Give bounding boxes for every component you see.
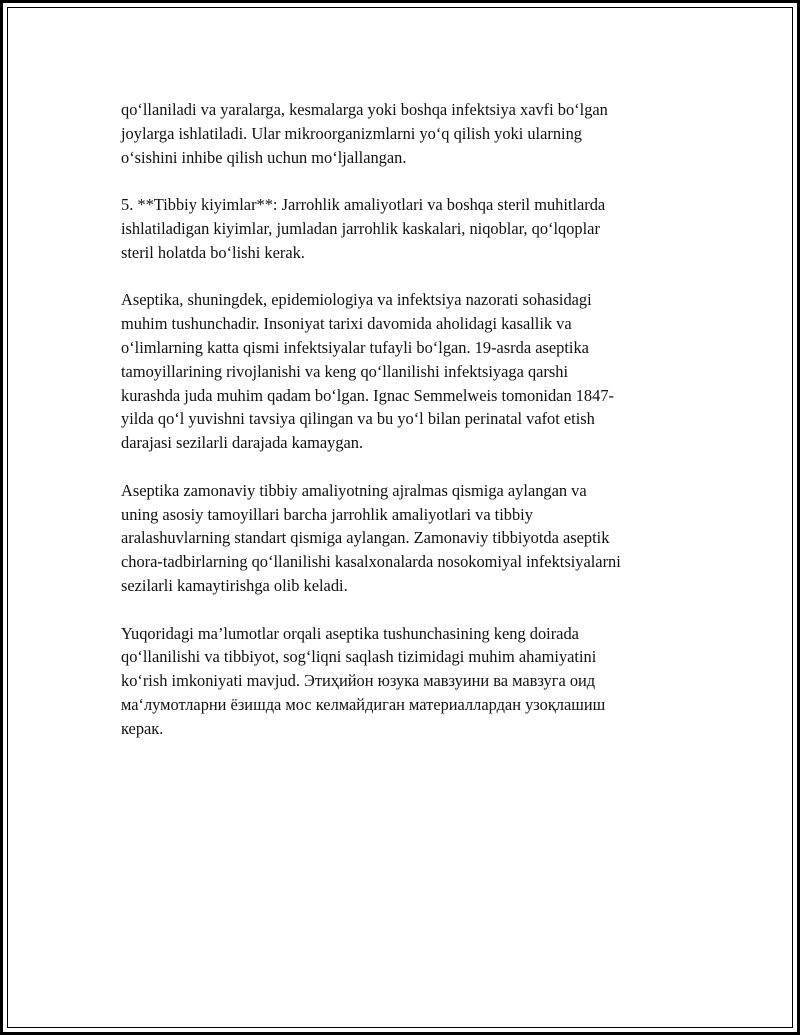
document-body <box>121 98 681 764</box>
paragraph-medical-clothing <box>121 193 681 264</box>
text-line: steril holatda bo‘lishi kerak. <box>121 242 305 262</box>
text-line: sezilarli kamaytirishga olib keladi. <box>121 575 348 595</box>
text-line: kurashda juda muhim qadam bo‘lgan. Ignac Semmelweis tomonidan 1847- <box>121 385 614 405</box>
text-line: керак. <box>121 718 164 738</box>
text-line: yilda qo‘l yuvishni tavsiya qilingan va bu yo‘l bilan perinatal vafot etish <box>121 409 595 429</box>
paragraph-epidemiology <box>121 288 681 455</box>
text-line: 5. **Tibbiy kiyimlar**: Jarrohlik amaliyotlari va boshqa steril muhitlarda <box>121 195 606 215</box>
paragraph-modern-practice <box>121 479 681 598</box>
text-line: aralashuvlarning standart qismiga aylangan. Zamonaviy tibbiyotda aseptik <box>121 528 610 548</box>
paragraph-antiseptics <box>121 98 681 169</box>
text-line: muhim tushunchadir. Insoniyat tarixi davomida aholidagi kasallik va <box>121 314 572 334</box>
paragraph-conclusion <box>121 622 681 741</box>
text-line: o‘limlarning katta qismi infektsiyalar tufayli bo‘lgan. 19-asrda aseptika <box>121 337 589 357</box>
text-line: ма‘лумотларни ёзишда мос келмайдиган материаллардан узоқлашиш <box>121 694 606 714</box>
text-line: qo‘llanilishi va tibbiyot, sog‘liqni saqlash tizimidagi muhim ahamiyatini <box>121 647 597 667</box>
text-line: chora-tadbirlarning qo‘llanilishi kasalxonalarda nosokomiyal infektsiyalarni <box>121 552 621 572</box>
text-line: qo‘llaniladi va yaralarga, kesmalarga yoki boshqa infektsiya xavfi bo‘lgan <box>121 100 608 119</box>
text-line: uning asosiy tamoyillari barcha jarrohlik amaliyotlari va tibbiy <box>121 504 533 524</box>
text-line: joylarga ishlatiladi. Ular mikroorganizmlarni yo‘q qilish yoki ularning <box>121 123 582 143</box>
text-line: darajasi sezilarli darajada kamaygan. <box>121 433 364 453</box>
text-line: ishlatiladigan kiyimlar, jumladan jarrohlik kaskalari, niqoblar, qo‘lqoplar <box>121 218 600 238</box>
text-line: Aseptika, shuningdek, epidemiologiya va infektsiya nazorati sohasidagi <box>121 290 592 310</box>
text-line: o‘sishini inhibe qilish uchun mo‘ljallangan. <box>121 147 407 167</box>
text-line: Yuqoridagi ma’lumotlar orqali aseptika tushunchasining keng doirada <box>121 623 579 643</box>
text-line: tamoyillarining rivojlanishi va keng qo‘llanilishi infektsiyaga qarshi <box>121 361 569 381</box>
text-line: ko‘rish imkoniyati mavjud. Этиҳийон юзука мавзуини ва мавзуга оид <box>121 671 596 691</box>
text-line: Aseptika zamonaviy tibbiy amaliyotning ajralmas qismiga aylangan va <box>121 480 587 500</box>
